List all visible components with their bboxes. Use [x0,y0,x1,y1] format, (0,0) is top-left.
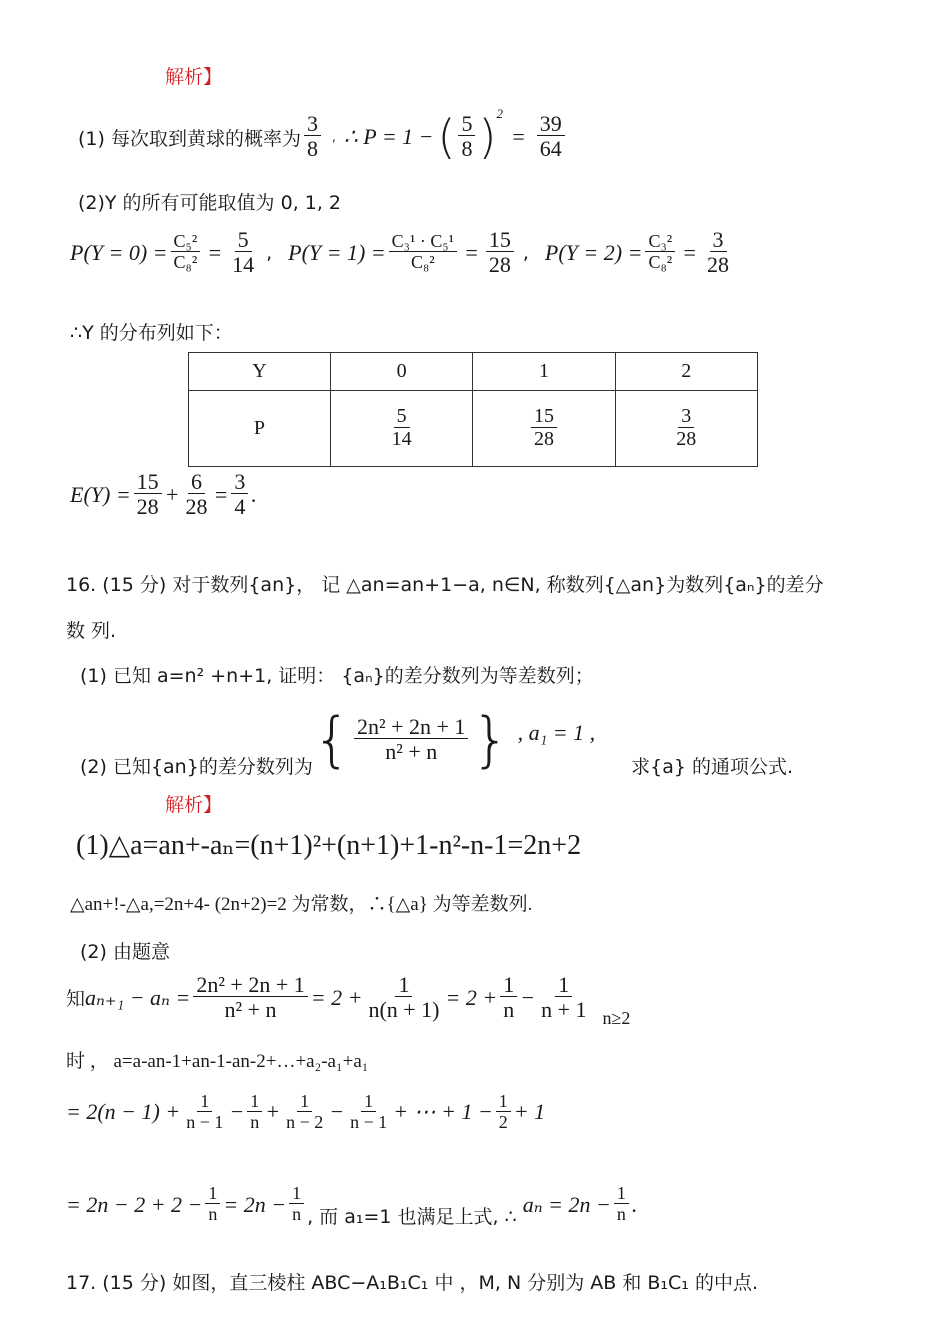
numerator: 3 [231,470,248,494]
q17-line: 17. (15 分) 如图，直三棱柱 ABC−A₁B₁C₁ 中 ，M, N 分别为 AB 和 B₁C₁ 的中点. [66,1272,758,1294]
plus: + [164,481,180,507]
sum-start: = 2(n − 1) + [66,1099,181,1125]
sum-tail: + ⋯ + 1 − [393,1099,493,1125]
minus: − [229,1099,245,1125]
numerator: 1 [496,1092,511,1112]
table-cell [615,391,757,467]
numerator: 1 [361,1092,376,1112]
numerator: 1 [297,1092,312,1112]
left-paren: ( [437,110,456,164]
prob2-lhs: P(Y = 2) = [544,239,643,265]
q16-part2 [80,700,793,779]
denominator: C₈² [648,252,673,273]
equals: = [207,239,223,265]
right-brace: } [471,704,510,775]
numerator: 3 [678,406,694,428]
equals: = [682,239,697,265]
numerator: 1 [500,973,517,997]
denominator: 2 [498,1111,508,1132]
numerator: 15 [134,470,162,494]
plus: + [265,1099,281,1125]
comma: , [266,241,273,264]
fraction [365,973,442,1022]
denominator: n − 2 [286,1111,324,1132]
numerator: 15 [486,228,514,252]
fraction [247,1092,262,1133]
part2-values: (2)Y 的所有可能取值为 0, 1, 2 [78,192,342,214]
numerator: 6 [188,470,205,494]
fraction [289,1184,304,1225]
solution-part2-heading: (2) 由题意 [80,941,170,963]
denominator: 28 [136,494,159,520]
solution-part1: (1)△a=an+-aₙ=(n+1)²+(n+1)+1-n²-n-1=2n+2 [76,830,582,861]
an-formula: aₙ = 2n − [522,1191,611,1217]
rec-lhs: aₙ₊₁ − aₙ = [85,984,191,1010]
numerator: 1 [555,973,572,997]
zhi-char: 知 [66,988,86,1010]
numerator: 2n² + 2n + 1 [354,715,468,739]
denominator: n [616,1204,626,1225]
fraction [229,228,257,277]
table-cell: 0 [330,353,472,391]
denominator: 8 [461,136,473,162]
denominator: 8 [306,136,318,162]
equals: = [510,124,526,149]
left-brace: { [312,704,352,775]
denominator: 28 [533,428,554,450]
telescoping-line: 时 ， a=a-an-1+an-1-an-2+…+a₂-a₁+a₁ [66,1051,369,1072]
fraction [496,1092,511,1133]
prob1-lhs: P(Y = 1) = [288,239,386,265]
denominator: n [292,1204,302,1225]
denominator: 14 [232,252,255,278]
fraction [171,232,201,273]
fraction [205,1184,220,1225]
period: . [251,481,257,507]
denominator: n [503,996,515,1022]
part1-text: (1) 每次取到黄球的概率为 [78,127,301,150]
equals: = [464,239,479,265]
prob0-lhs: P(Y = 0) = [70,239,168,265]
numerator: 5 [458,112,475,136]
fraction [389,406,415,451]
analysis-label: 解析】 [165,66,223,88]
recurrence-line [66,966,630,1029]
fraction [134,470,162,519]
final-start: = 2n − 2 + 2 − [66,1191,203,1217]
fraction [538,973,589,1022]
fraction [500,973,517,1022]
minus: − [329,1099,345,1125]
numerator: 1 [205,1184,220,1204]
numerator: 39 [537,112,565,136]
table-cell [473,391,615,467]
numerator: 1 [614,1184,629,1204]
fraction [537,112,565,161]
denominator: n − 1 [350,1111,388,1132]
table-cell: P [189,391,331,467]
denominator: 14 [391,428,412,450]
distribution-heading: ∴Y 的分布列如下： [70,322,233,344]
q16-part2-label: (2) 已知{an}的差分数列为 [80,756,313,778]
fraction [354,715,468,764]
a1-condition: , a₁ = 1 , [517,719,596,745]
denominator: C₈² [410,252,435,273]
analysis-label: 解析】 [165,794,223,816]
fraction [283,1092,326,1133]
numerator: 1 [197,1092,212,1112]
denominator: 28 [488,252,511,278]
denominator: n² + n [224,996,277,1022]
final-text: , 而 a₁=1 也满足上式, ∴ [307,1206,517,1228]
fraction [486,228,514,277]
fraction [614,1184,629,1225]
table-cell: 2 [615,353,757,391]
fraction [183,1092,226,1133]
denominator: n(n + 1) [368,996,440,1022]
fraction [704,228,732,277]
final-middle: = 2n − [223,1191,287,1217]
numerator: 2n² + 2n + 1 [193,973,307,997]
denominator: n + 1 [541,996,587,1022]
numerator: C₃¹ · C₅¹ [389,232,457,252]
table-row [189,353,758,391]
final-line [66,1180,637,1229]
fraction [193,973,307,1022]
fraction [458,112,475,161]
fraction [231,470,248,519]
denominator: 4 [234,494,246,520]
expectation-line [70,470,257,519]
fraction [304,112,321,161]
table-row [189,391,758,467]
numerator: 5 [394,406,410,428]
numerator: 3 [304,112,321,136]
right-paren: ) [478,110,497,164]
q16-line2: 数 列. [66,620,117,642]
numerator: 15 [531,406,557,428]
q16-line1: 16. (15 分) 对于数列{an}， 记 △an=an+1−a, n∈N, 称数列{△an}为数列{aₙ}的差分 [66,574,824,596]
numerator: C₅² [171,232,201,252]
equals: = 2 + [445,984,498,1010]
fraction [389,232,457,273]
denominator: C₈² [173,252,198,273]
denominator: n² + n [385,738,438,764]
denominator: 28 [676,428,697,450]
denominator: n [208,1204,218,1225]
equals: = 2 + [310,984,363,1010]
q16-part1: (1) 已知 a=n² +n+1, 证明： {aₙ}的差分数列为等差数列； [80,665,594,687]
probability-formulas [70,228,735,277]
sum-end: + 1 [513,1099,546,1125]
denominator: n − 1 [186,1111,224,1132]
table-cell [330,391,472,467]
period: . [631,1191,638,1217]
fraction [673,406,699,451]
denominator: 64 [539,136,562,162]
comma: , [522,241,529,264]
numerator: 1 [395,973,412,997]
exponent: 2 [496,106,503,121]
denominator: 28 [185,494,208,520]
fraction [347,1092,390,1133]
fraction [531,406,557,451]
part1-probability [78,106,568,164]
fraction [645,232,675,273]
q16-part2-end: 求{a} 的通项公式. [631,756,794,778]
equals: = [213,481,229,507]
solution-line2: △an+!-△a,=2n+4- (2n+2)=2 为常数，∴{△a} 为等差数列. [70,894,533,915]
numerator: 3 [710,228,727,252]
comma: , [331,130,336,144]
n-condition: n≥2 [602,1008,631,1028]
numerator: 1 [289,1184,304,1204]
table-cell: Y [189,353,331,391]
numerator: 1 [247,1092,262,1112]
ey-lhs: E(Y) = [70,481,131,507]
numerator: 5 [235,228,252,252]
distribution-table [188,352,758,467]
therefore-expression: ∴ P = 1 − [343,124,434,149]
fraction [183,470,211,519]
table-cell: 1 [473,353,615,391]
denominator: n [250,1111,260,1132]
numerator: C₃² [645,232,675,252]
denominator: 28 [707,252,729,278]
sum-line [66,1092,545,1133]
minus: − [520,984,536,1010]
